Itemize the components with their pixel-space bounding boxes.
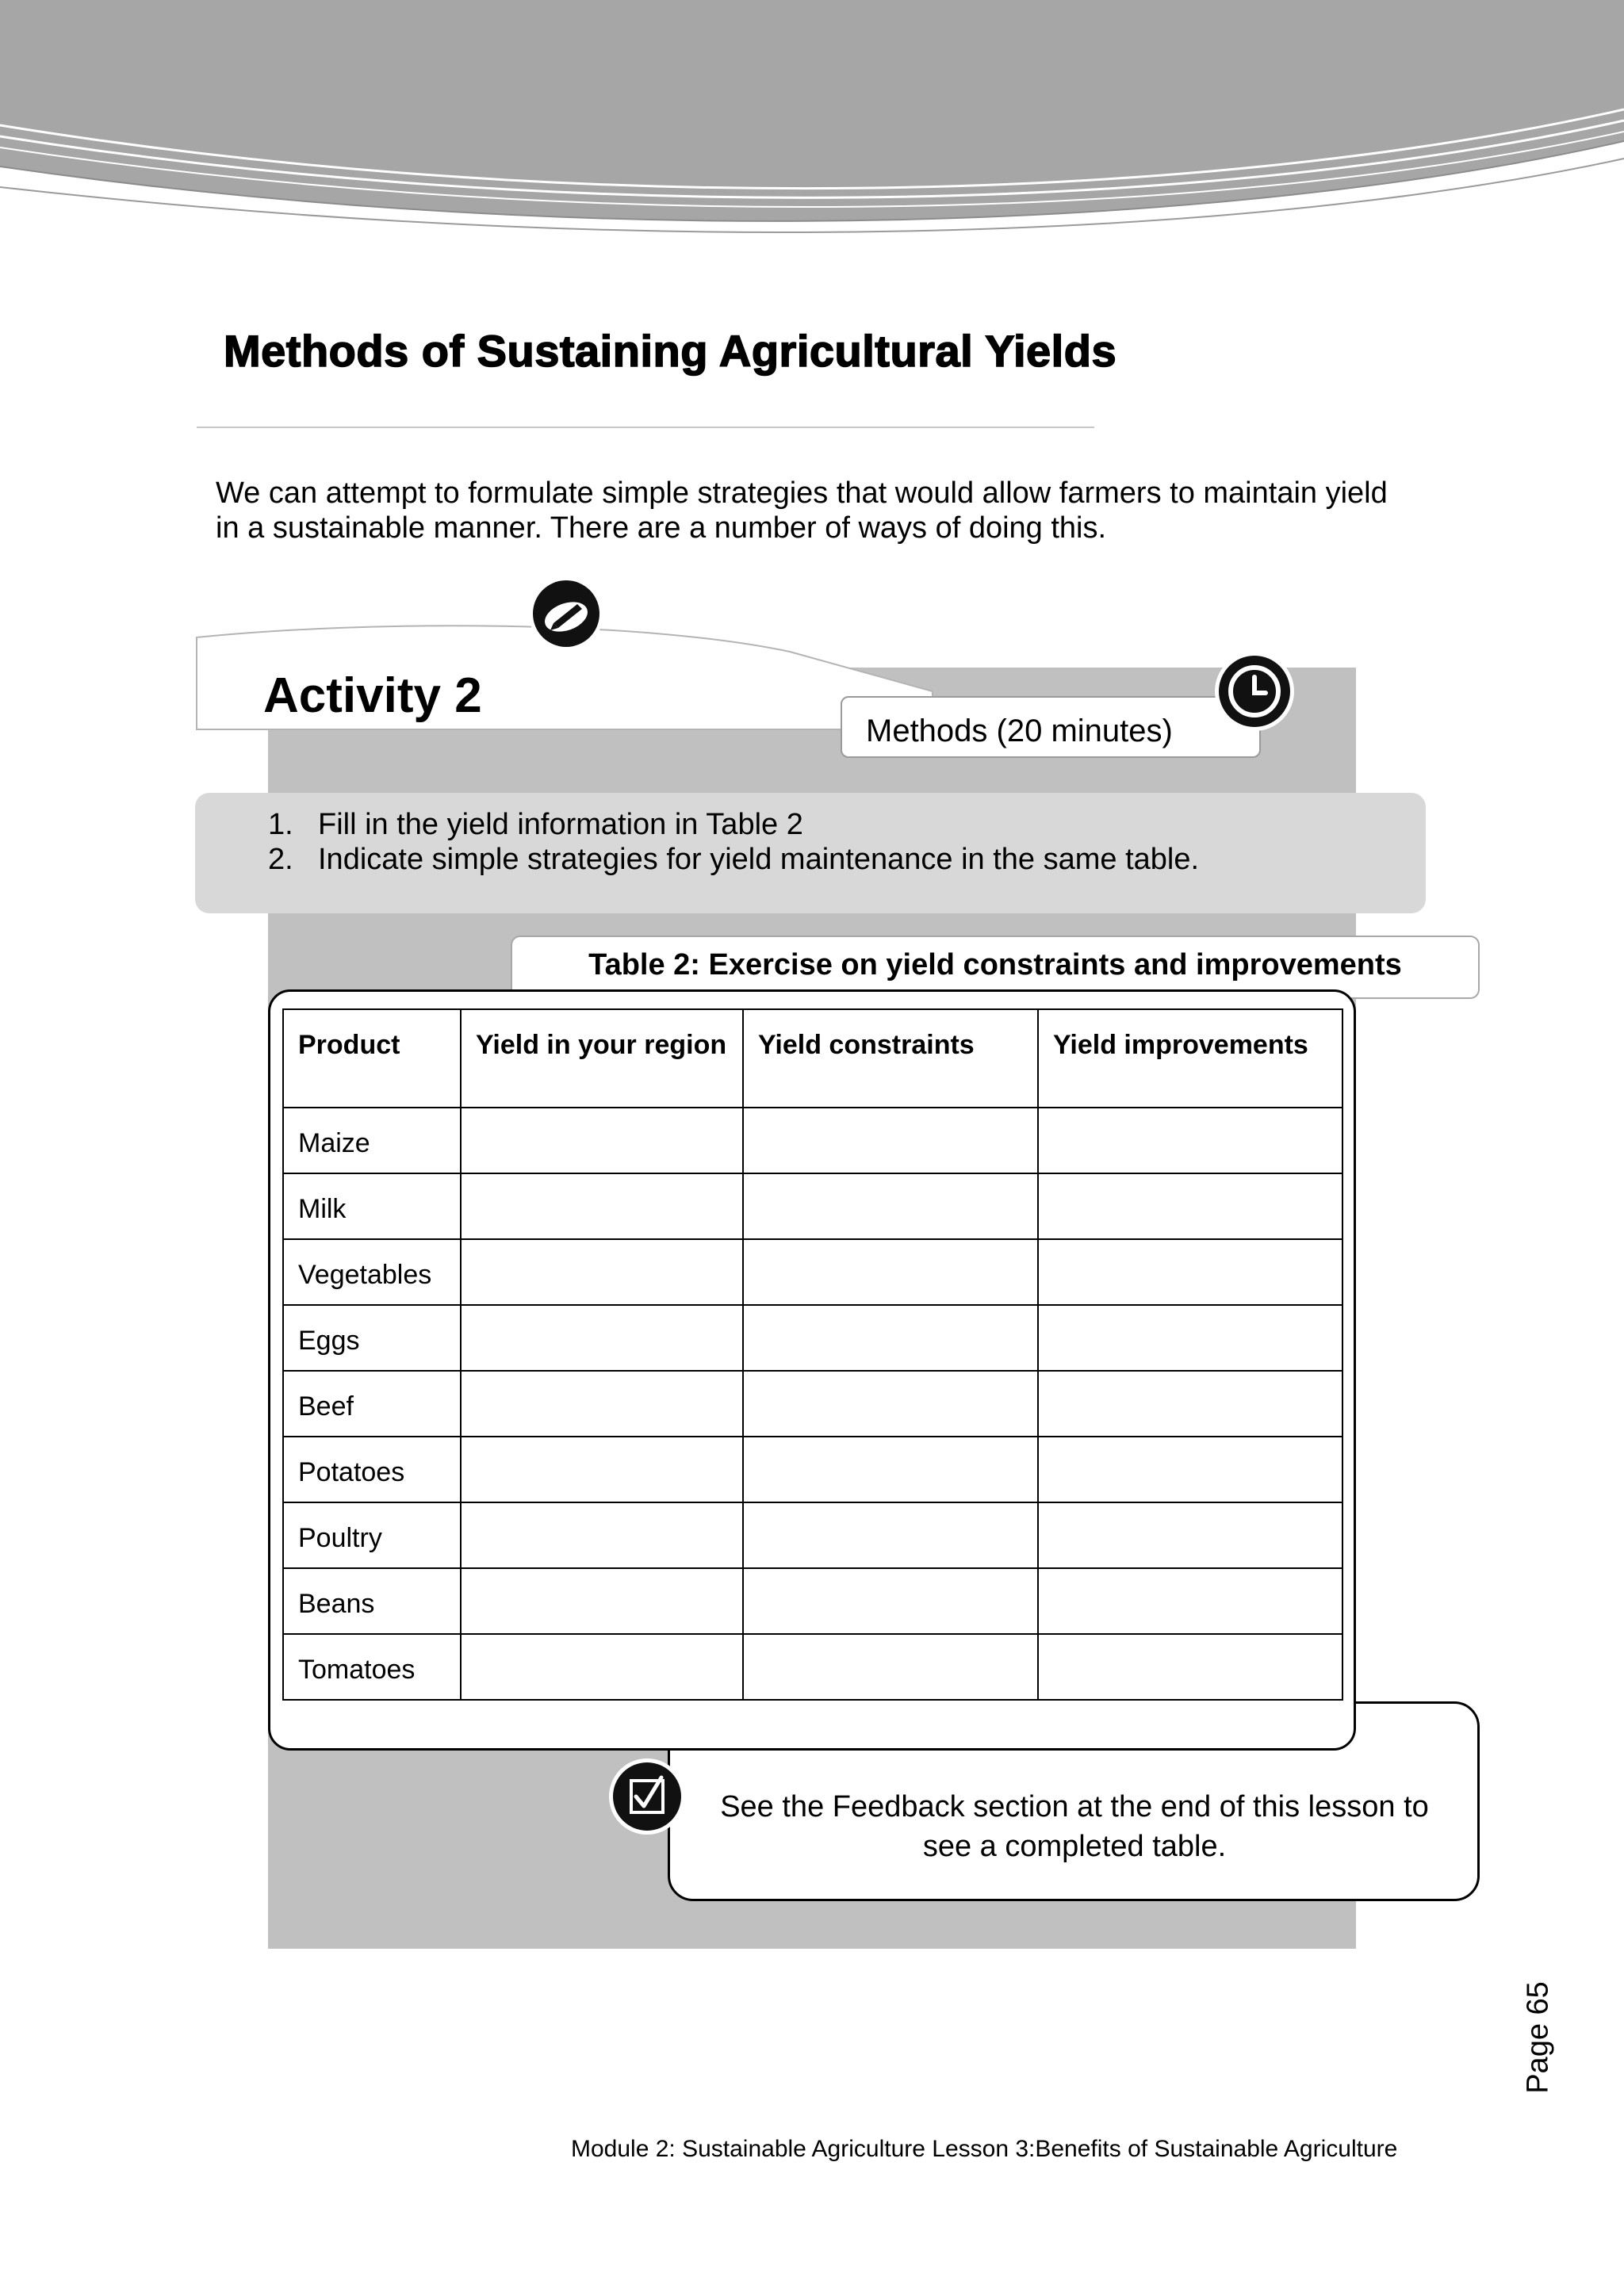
column-header-product: Product <box>283 1009 461 1108</box>
empty-cell[interactable] <box>1038 1437 1342 1502</box>
table-row <box>283 1634 1342 1700</box>
table-row <box>283 1173 1342 1239</box>
empty-cell[interactable] <box>461 1437 743 1502</box>
page-number <box>1491 1966 1586 2109</box>
table-row <box>283 1371 1342 1437</box>
table-row <box>283 1502 1342 1568</box>
empty-cell[interactable] <box>461 1568 743 1634</box>
table-header-row <box>283 1009 1342 1108</box>
feedback-note <box>698 1787 1451 1866</box>
activity-title: Activity 2 <box>263 668 482 723</box>
table-row <box>283 1305 1342 1371</box>
table-caption: Table 2: Exercise on yield constraints and improvements <box>588 948 1402 982</box>
empty-cell[interactable] <box>461 1634 743 1700</box>
clock-icon <box>1213 650 1296 733</box>
empty-cell[interactable] <box>1038 1568 1342 1634</box>
instruction-number: 2. <box>268 843 293 876</box>
empty-cell[interactable] <box>743 1371 1038 1437</box>
instructions-box <box>195 793 1426 913</box>
empty-cell[interactable] <box>743 1239 1038 1305</box>
empty-cell[interactable] <box>461 1502 743 1568</box>
instruction-number: 1. <box>268 808 293 841</box>
empty-cell[interactable] <box>743 1568 1038 1634</box>
product-cell: Beef <box>283 1371 461 1437</box>
product-cell: Eggs <box>283 1305 461 1371</box>
title-divider <box>197 427 1094 428</box>
intro-line: in a sustainable manner. There are a number of ways of doing this. <box>216 511 1107 545</box>
empty-cell[interactable] <box>461 1108 743 1173</box>
footer-module-text: Module 2: Sustainable Agriculture Lesson 3:Benefits of Sustainable Agriculture <box>571 2136 1398 2162</box>
page-number-text: Page 65 <box>1521 1981 1555 2094</box>
product-cell: Milk <box>283 1173 461 1239</box>
duration-label: Methods (20 minutes) <box>841 696 1261 758</box>
empty-cell[interactable] <box>743 1437 1038 1502</box>
column-header-yield-constraints: Yield constraints <box>743 1009 1038 1108</box>
empty-cell[interactable] <box>743 1634 1038 1700</box>
feedback-line: See the Feedback section at the end of this lesson to <box>720 1790 1429 1823</box>
table-row <box>283 1239 1342 1305</box>
product-cell: Tomatoes <box>283 1634 461 1700</box>
empty-cell[interactable] <box>461 1371 743 1437</box>
header-band <box>0 0 1624 254</box>
column-header-yield-improvements: Yield improvements <box>1038 1009 1342 1108</box>
yield-table <box>282 1008 1343 1701</box>
product-cell: Poultry <box>283 1502 461 1568</box>
feedback-line: see a completed table. <box>922 1830 1227 1863</box>
table-row <box>283 1437 1342 1502</box>
empty-cell[interactable] <box>461 1239 743 1305</box>
product-cell: Maize <box>283 1108 461 1173</box>
empty-cell[interactable] <box>1038 1305 1342 1371</box>
empty-cell[interactable] <box>1038 1108 1342 1173</box>
product-cell: Potatoes <box>283 1437 461 1502</box>
empty-cell[interactable] <box>1038 1173 1342 1239</box>
empty-cell[interactable] <box>461 1305 743 1371</box>
checkbox-icon <box>607 1757 687 1836</box>
product-cell: Beans <box>283 1568 461 1634</box>
table-row <box>283 1108 1342 1173</box>
pencil-icon <box>527 574 606 653</box>
intro-paragraph <box>216 476 1421 545</box>
empty-cell[interactable] <box>1038 1502 1342 1568</box>
instructions-list <box>195 793 1426 877</box>
instruction-item <box>195 842 1426 877</box>
product-cell: Vegetables <box>283 1239 461 1305</box>
instruction-text: Fill in the yield information in Table 2 <box>318 808 803 841</box>
column-header-yield-region: Yield in your region <box>461 1009 743 1108</box>
intro-line: We can attempt to formulate simple strategies that would allow farmers to maintain yield <box>216 476 1388 510</box>
empty-cell[interactable] <box>743 1108 1038 1173</box>
instruction-text: Indicate simple strategies for yield maintenance in the same table. <box>318 843 1200 876</box>
table-row <box>283 1568 1342 1634</box>
empty-cell[interactable] <box>461 1173 743 1239</box>
instruction-item <box>195 807 1426 842</box>
empty-cell[interactable] <box>1038 1239 1342 1305</box>
empty-cell[interactable] <box>1038 1371 1342 1437</box>
empty-cell[interactable] <box>743 1305 1038 1371</box>
empty-cell[interactable] <box>743 1502 1038 1568</box>
empty-cell[interactable] <box>1038 1634 1342 1700</box>
page-title: Methods of Sustaining Agricultural Yields <box>224 326 1117 376</box>
empty-cell[interactable] <box>743 1173 1038 1239</box>
